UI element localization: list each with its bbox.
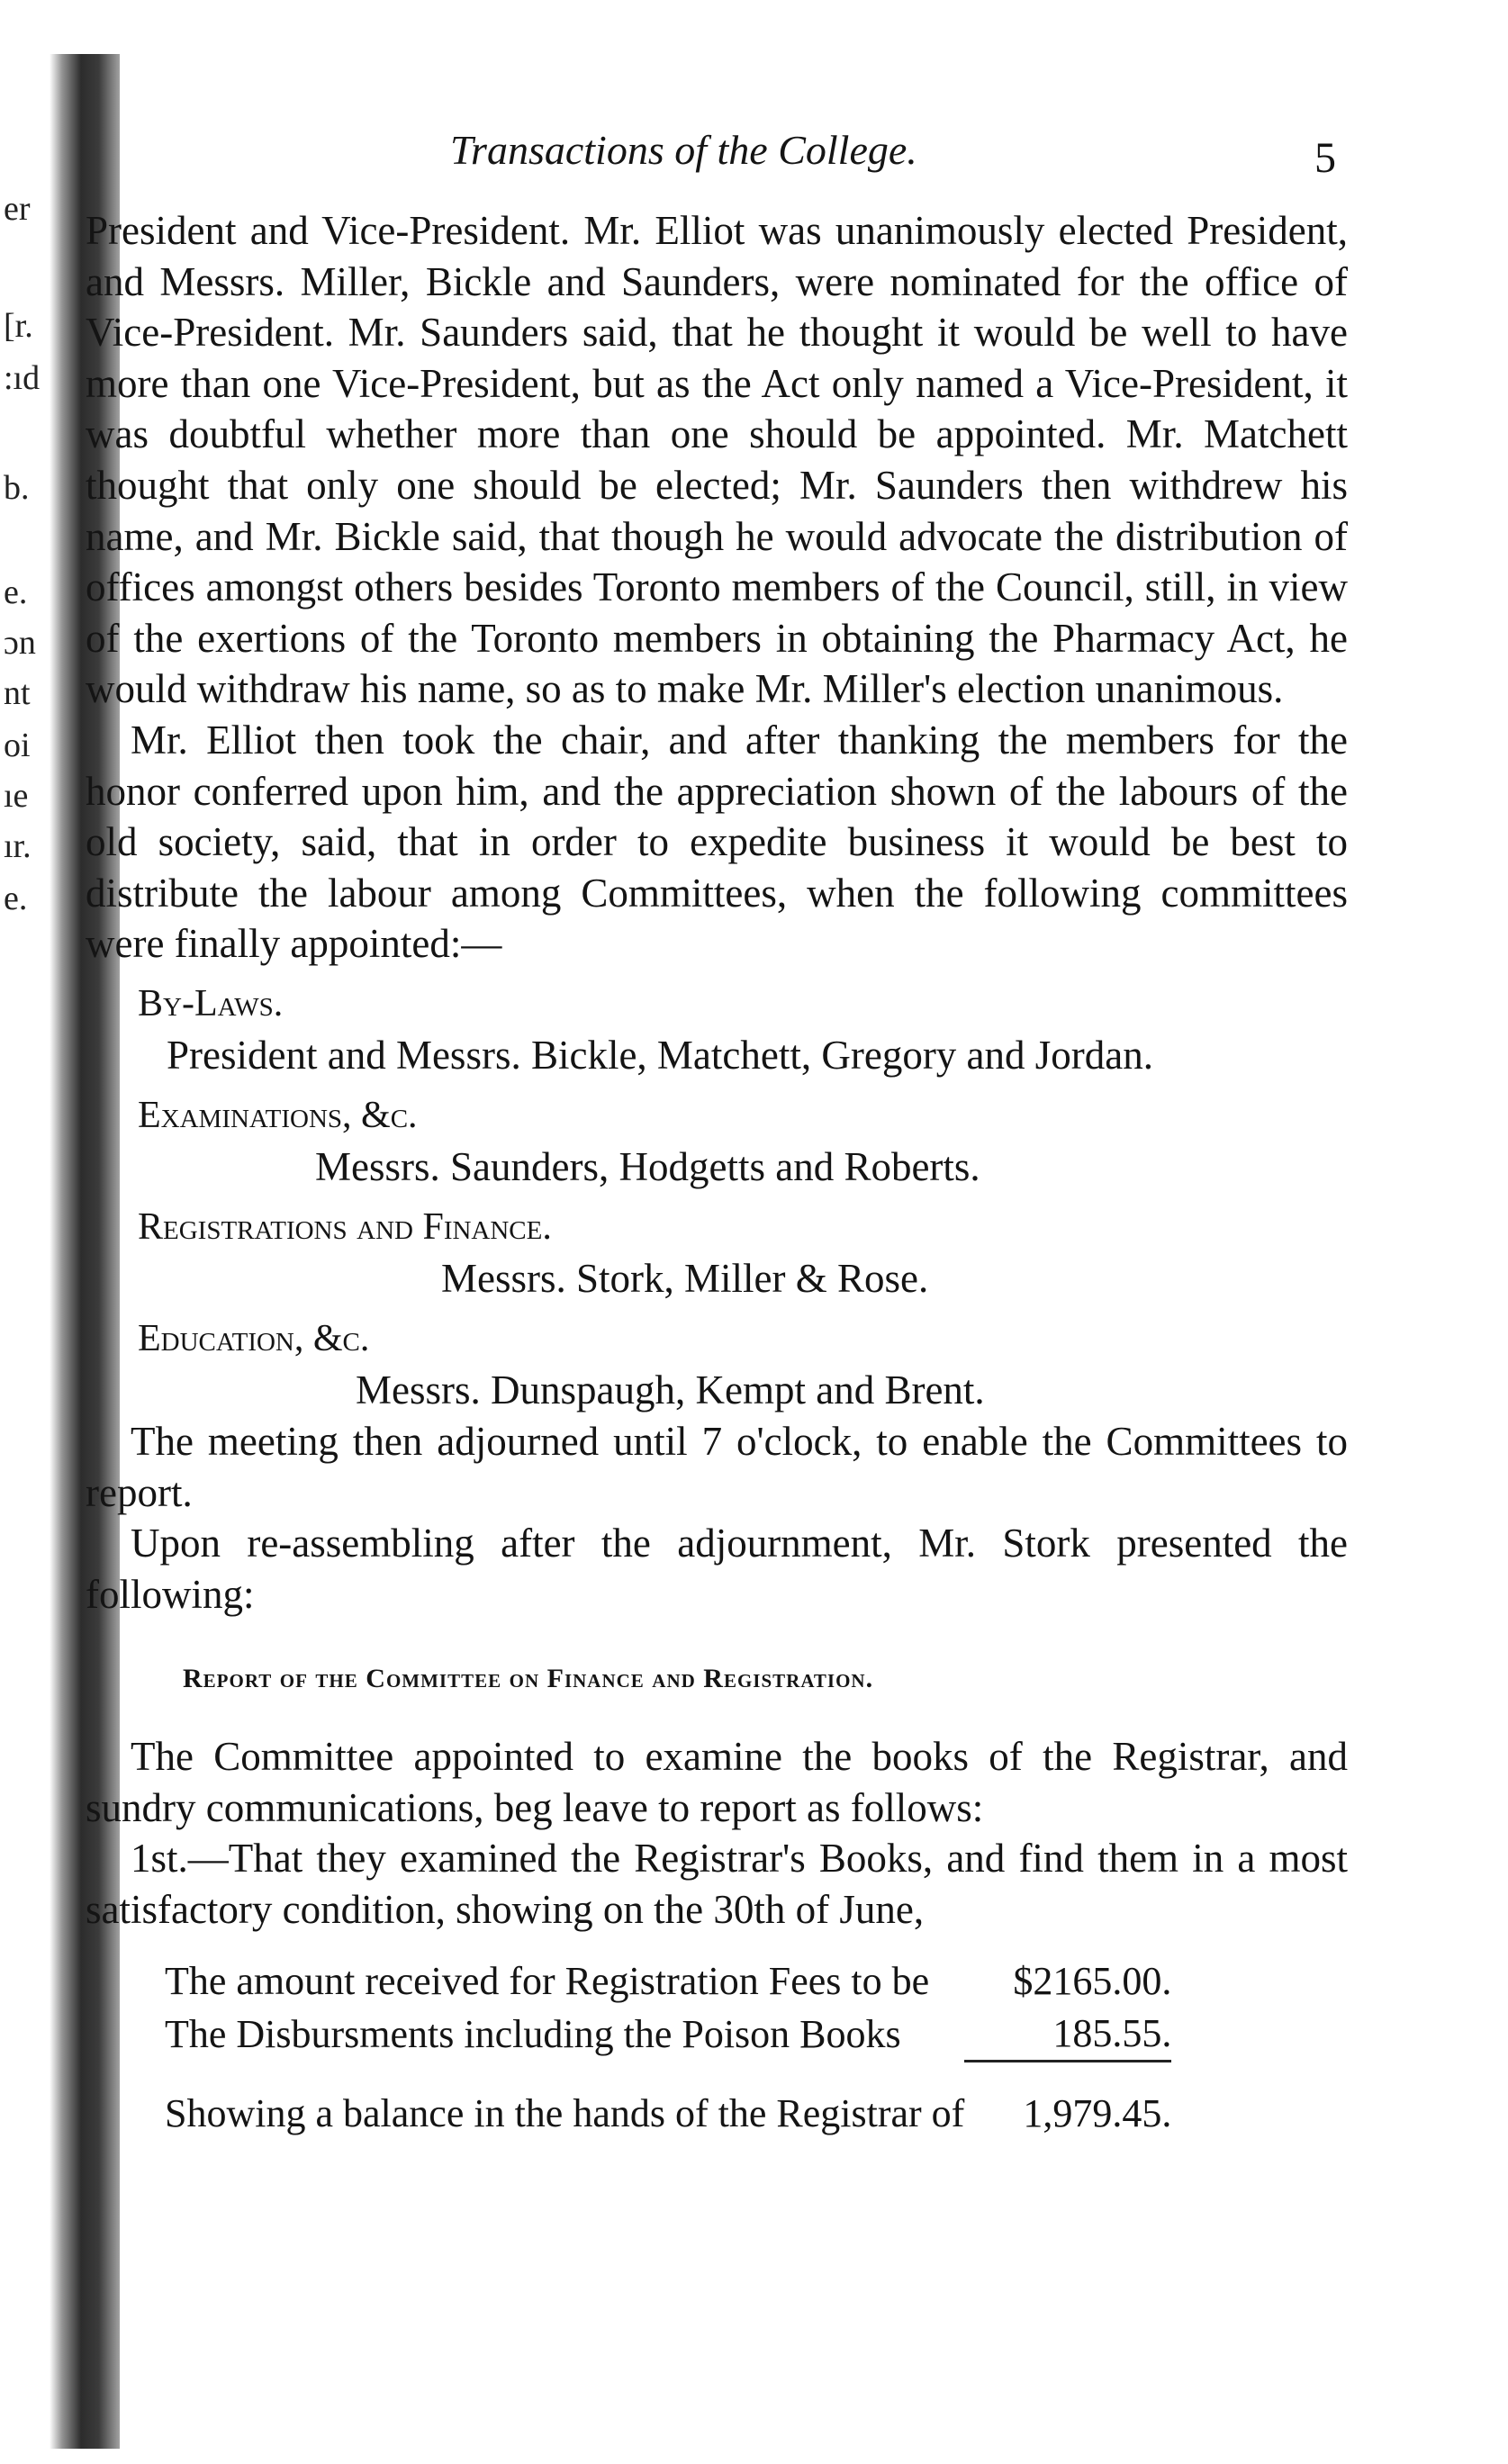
margin-fragment: nt [4, 674, 31, 712]
margin-fragment: e. [4, 880, 28, 917]
margin-fragment: [r. [4, 307, 33, 345]
committee-by-laws [86, 979, 1348, 1081]
committee-members: Messrs. Dunspaugh, Kempt and Brent. [356, 1367, 985, 1413]
paragraph-adjournment: The meeting then adjourned until 7 o'clock, to enable the Committees to report. [86, 1418, 1348, 1515]
balance-row [165, 2062, 1171, 2140]
committee-registrations-finance [86, 1202, 1348, 1304]
account-row [165, 2008, 1171, 2062]
page-body [86, 205, 1348, 2140]
balance-label: Showing a balance in the hands of the Registrar of [165, 2090, 965, 2135]
margin-fragment: ır. [4, 827, 32, 865]
balance-amount: 1,979.45. [1023, 2090, 1172, 2135]
committee-heading: Education, &c. [138, 1317, 370, 1359]
committee-members: President and Messrs. Bickle, Matchett, Gregory and Jordan. [167, 1032, 1153, 1078]
committee-heading: By-Laws. [138, 982, 284, 1024]
paragraph-report-first: 1st.—That they examined the Registrar's Books, and find them in a most satisfactory condition, showing on the 30th of June, [86, 1836, 1348, 1933]
committee-examinations [86, 1090, 1348, 1193]
committee-members: Messrs. Saunders, Hodgetts and Roberts. [315, 1143, 980, 1189]
account-table [165, 1955, 1171, 2140]
paragraph-committees-intro: Mr. Elliot then took the chair, and after thanking the members for the honor conferred upon him, and the appreciation shown of the labours of the old society, said, that in order to expedite business it would be best to distribute the labour among Committees, when the following committees were finally appointed:— [86, 717, 1348, 967]
committee-education [86, 1313, 1348, 1416]
margin-fragment: b. [4, 469, 30, 507]
account-row [165, 1955, 1171, 2008]
page-number: 5 [1314, 134, 1336, 182]
margin-fragment: ıe [4, 777, 29, 815]
margin-fragments [0, 0, 54, 2464]
margin-fragment: er [4, 190, 31, 228]
margin-fragment: :ıd [4, 359, 41, 397]
margin-fragment: oi [4, 727, 31, 764]
report-title: Report of the Committee on Finance and Registration. [183, 1664, 874, 1694]
running-header: Transactions of the College. [450, 127, 917, 173]
account-amount: $2165.00. [1013, 1958, 1172, 2003]
committee-members: Messrs. Stork, Miller & Rose. [441, 1255, 929, 1301]
committee-heading: Registrations and Finance. [138, 1205, 552, 1248]
account-label: The Disbursments including the Poison Books [165, 2012, 901, 2057]
committee-heading: Examinations, &c. [138, 1094, 418, 1136]
paragraph-reassembly: Upon re-assembling after the adjournment, Mr. Stork presented the following: [86, 1521, 1348, 1617]
account-amount: 185.55. [1052, 2010, 1172, 2055]
margin-fragment: ɔn [4, 624, 36, 662]
paragraph-report-intro: The Committee appointed to examine the books of the Registrar, and sundry communications, beg leave to report as follows: [86, 1734, 1348, 1830]
paragraph-election: President and Vice-President. Mr. Elliot was unanimously elected President, and Messrs. Miller, Bickle and Saunders, were nominated for the office of Vice-President. Mr. Saunders said, that he thought it would be well to have more than one Vice-President, but as the Act only named a Vice-President, it was doubtful whether more than one should be appointed. Mr. Matchett thought that only one should be elected; Mr. Saunders then withdrew his name, and Mr. Bickle said, that though he would advocate the distribution of offices amongst others besides Toronto members of the Council, still, in view of the exertions of the Toronto members in obtaining the Pharmacy Act, he would withdraw his name, so as to make Mr. Miller's election unanimous. [86, 208, 1348, 712]
account-label: The amount received for Registration Fees to be [165, 1958, 930, 2003]
margin-fragment: e. [4, 573, 28, 611]
